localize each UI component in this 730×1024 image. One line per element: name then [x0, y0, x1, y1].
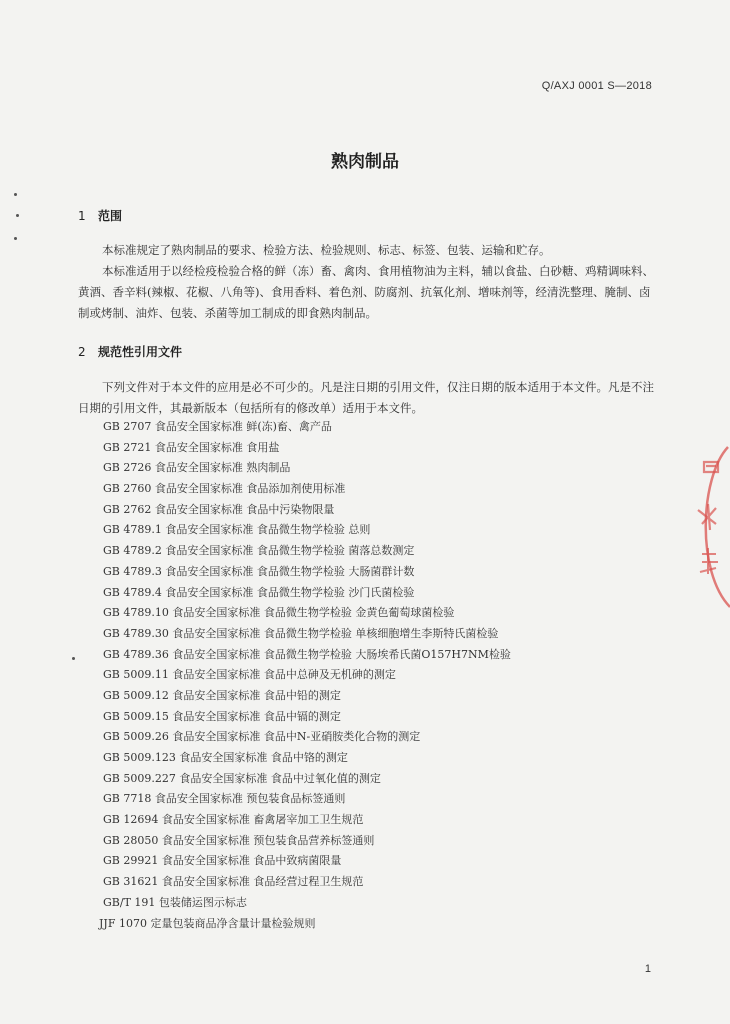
reference-item: GB 2721 食品安全国家标准 食用盐 — [103, 440, 280, 454]
paragraph: 下列文件对于本文件的应用是必不可少的。凡是注日期的引用文件，仅注日期的版本适用于本文件。凡是不注日期的引用文件，其最新版本（包括所有的修改单）适用于本文件。 — [78, 380, 654, 415]
section-title: 范围 — [98, 209, 123, 223]
scan-dot — [14, 237, 17, 240]
seal-stamp-icon — [690, 442, 730, 612]
reference-item: GB 2707 食品安全国家标准 鲜(冻)畜、禽产品 — [103, 420, 332, 433]
reference-item: GB 31621 食品安全国家标准 食品经营过程卫生规范 — [103, 875, 364, 889]
reference-item: GB 5009.123 食品安全国家标准 食品中铬的测定 — [103, 751, 348, 764]
section-number: 1 — [78, 209, 86, 223]
paragraph: 本标准规定了熟肉制品的要求、检验方法、检验规则、标志、标签、包装、运输和贮存。 — [102, 243, 551, 257]
reference-item: JJF 1070 定量包装商品净含量计量检验规则 — [99, 916, 316, 930]
reference-item: GB 2762 食品安全国家标准 食品中污染物限量 — [103, 502, 335, 516]
scope-body — [78, 240, 658, 324]
reference-item: GB 29921 食品安全国家标准 食品中致病菌限量 — [103, 854, 342, 868]
reference-item: GB 5009.12 食品安全国家标准 食品中铅的测定 — [103, 688, 341, 702]
reference-item: GB 5009.11 食品安全国家标准 食品中总砷及无机砷的测定 — [103, 668, 396, 682]
reference-item: GB 4789.36 食品安全国家标准 食品微生物学检验 大肠埃希氏菌O157H7NM检验 — [103, 647, 511, 661]
reference-item: GB 28050 食品安全国家标准 预包装食品营养标签通则 — [103, 833, 375, 847]
reference-item: GB 4789.3 食品安全国家标准 食品微生物学检验 大肠菌群计数 — [103, 564, 415, 578]
reference-item: GB 7718 食品安全国家标准 预包装食品标签通则 — [103, 792, 346, 806]
reference-item: GB 4789.4 食品安全国家标准 食品微生物学检验 沙门氏菌检验 — [103, 585, 415, 599]
reference-item: GB 4789.2 食品安全国家标准 食品微生物学检验 菌落总数测定 — [103, 544, 415, 558]
references-intro — [78, 377, 658, 419]
reference-item: GB 5009.26 食品安全国家标准 食品中N-亚硝胺类化合物的测定 — [103, 730, 421, 744]
scan-dot — [72, 657, 75, 660]
page-number: 1 — [644, 963, 651, 975]
reference-item: GB 4789.10 食品安全国家标准 食品微生物学检验 金黄色葡萄球菌检验 — [103, 606, 455, 620]
reference-list — [99, 417, 663, 934]
section-heading-references — [78, 343, 182, 360]
paragraph: 本标准适用于以经检疫检验合格的鲜（冻）畜、禽肉、食用植物油为主料，辅以食盐、白砂糖、鸡精调味料、黄酒、香辛料(辣椒、花椒、八角等)、食用香料、着色剂、防腐剂、抗氧化剂、增味剂等，经清洗整理、腌制、卤制或烤制、油炸、包装、杀菌等加工制成的即食熟肉制品。 — [78, 264, 654, 320]
scan-dot — [14, 193, 17, 196]
reference-item: GB 5009.15 食品安全国家标准 食品中镉的测定 — [103, 709, 341, 723]
page-title: 熟肉制品 — [331, 152, 399, 172]
section-title: 规范性引用文件 — [98, 345, 183, 359]
reference-item: GB/T 191 包装储运图示标志 — [103, 895, 247, 909]
reference-item: GB 5009.227 食品安全国家标准 食品中过氧化值的测定 — [103, 771, 381, 785]
section-number: 2 — [78, 345, 86, 359]
document-code: Q/AXJ 0001 S—2018 — [541, 80, 652, 92]
reference-item: GB 4789.30 食品安全国家标准 食品微生物学检验 单核细胞增生李斯特氏菌检验 — [103, 626, 499, 640]
reference-item: GB 12694 食品安全国家标准 畜禽屠宰加工卫生规范 — [103, 813, 364, 827]
section-heading-scope — [78, 207, 122, 224]
reference-item: GB 4789.1 食品安全国家标准 食品微生物学检验 总则 — [103, 523, 371, 537]
reference-item: GB 2760 食品安全国家标准 食品添加剂使用标准 — [103, 482, 346, 496]
reference-item: GB 2726 食品安全国家标准 熟肉制品 — [103, 461, 291, 475]
scan-dot — [16, 214, 19, 217]
